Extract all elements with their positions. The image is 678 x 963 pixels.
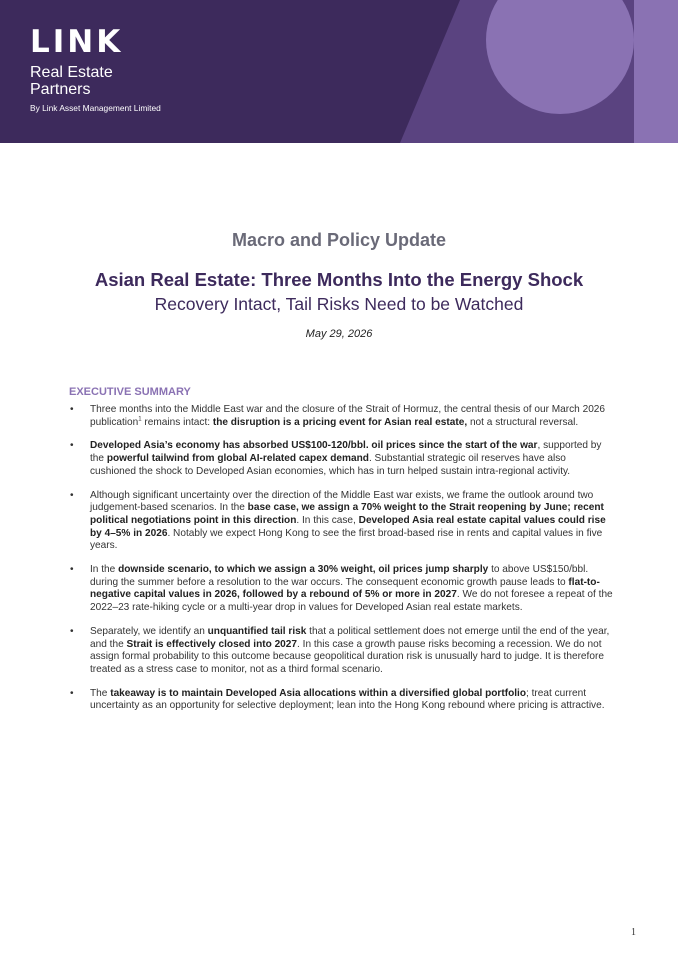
bullet-emphasis: unquantified tail risk: [207, 625, 307, 637]
bullet-text: . In this case,: [296, 514, 359, 526]
bullet-emphasis: downside scenario, to which we assign a 30% weight, oil prices jump sharply: [118, 564, 489, 576]
bullet-text: remains intact:: [141, 416, 213, 428]
summary-bullet: [69, 490, 613, 554]
summary-bullet: [69, 404, 613, 429]
page-number: 1: [631, 927, 636, 938]
section-title: Macro and Policy Update: [231, 230, 447, 250]
bullet-text: Three months into the Middle East war and the closure of the Strait of Hormuz, the central thesis of our March 2026 publication: [90, 404, 606, 428]
banner-right-edge: [634, 0, 678, 143]
bullet-text: ; treat current uncertainty as an opportunity for selective deployment; lean into the Hong Kong rebound where pricing is attractive.: [90, 687, 605, 712]
bullet-emphasis: flat-to-negative capital values in 2026, followed by a rebound of 5% or more in 2027: [90, 576, 600, 601]
bullet-text: . In this case a growth pause risks becoming a recession. We do not assign formal probability to this outcome because geopolitical duration risk is unusually hard to judge. It is therefore treated as a stress case to monitor, not as a third formal scenario.: [90, 638, 604, 675]
bullet-text: . Notably we expect Hong Kong to see the first broad-based rise in rents and capital values in five years.: [90, 527, 603, 552]
bullet-emphasis: base case, we assign a 70% weight to the Strait reopening by June; recent political negotiations point in this direction: [90, 502, 604, 526]
bullet-text: that a political settlement does not emerge until the end of the year, and the: [90, 625, 610, 650]
footnote-marker: 1: [138, 416, 142, 423]
bullet-emphasis: Strait is effectively closed into 2027: [126, 638, 298, 650]
bullet-text: not a structural reversal.: [467, 416, 579, 428]
logo-wordmark: LINK: [30, 24, 124, 60]
summary-bullet: [69, 688, 613, 713]
bullet-text: , supported by the: [90, 440, 602, 465]
publication-date: May 29, 2026: [305, 328, 373, 340]
bullet-text: . We do not foresee a repeat of the 2022–23 rate-hiking cycle or a multi-year drop in values for Developed Asian real estate markets.: [90, 589, 613, 614]
bullet-emphasis: takeaway is to maintain Developed Asia allocations within a diversified global portfolio: [110, 687, 527, 699]
bullet-text: In the: [90, 564, 119, 576]
document-subtitle: Recovery Intact, Tail Risks Need to be Watched: [154, 294, 524, 314]
bullet-emphasis: Developed Asia real estate capital values could rise by 4–5% in 2026: [90, 514, 606, 539]
bullet-text: The: [90, 687, 111, 699]
bullet-emphasis: powerful tailwind from global AI-related capex demand: [106, 453, 369, 465]
bullet-text: to above US$150/bbl. during the summer before a resolution to the war occurs. The consequent economic growth pause leads to: [90, 564, 589, 588]
summary-bullet: [69, 626, 613, 677]
bullet-text: Although significant uncertainty over the direction of the Middle East war exists, we frame the outlook around two judgement-based scenarios. In the: [90, 489, 594, 514]
logo-line-1: Real Estate: [30, 64, 113, 81]
bullet-emphasis: Developed Asia’s economy has absorbed US$100-120/bbl. oil prices since the start of the war: [90, 440, 538, 452]
company-logo: [30, 26, 161, 113]
bullet-text: Separately, we identify an: [90, 625, 208, 637]
header-banner: [0, 0, 678, 143]
logo-subtitle: By Link Asset Management Limited: [30, 103, 161, 113]
bullet-text: . Substantial strategic oil reserves have also cushioned the shock to Developed Asian economies, which has in turn helped sustain intra-regional activity.: [90, 453, 571, 477]
summary-bullet: [69, 440, 613, 478]
bullet-emphasis: the disruption is a pricing event for Asian real estate,: [212, 416, 468, 428]
document-title: Asian Real Estate: Three Months Into the Energy Shock: [94, 269, 584, 290]
executive-summary-heading: EXECUTIVE SUMMARY: [69, 386, 191, 398]
logo-line-2: Partners: [30, 81, 91, 98]
summary-bullet: [69, 564, 613, 615]
executive-summary-list: [69, 404, 613, 724]
